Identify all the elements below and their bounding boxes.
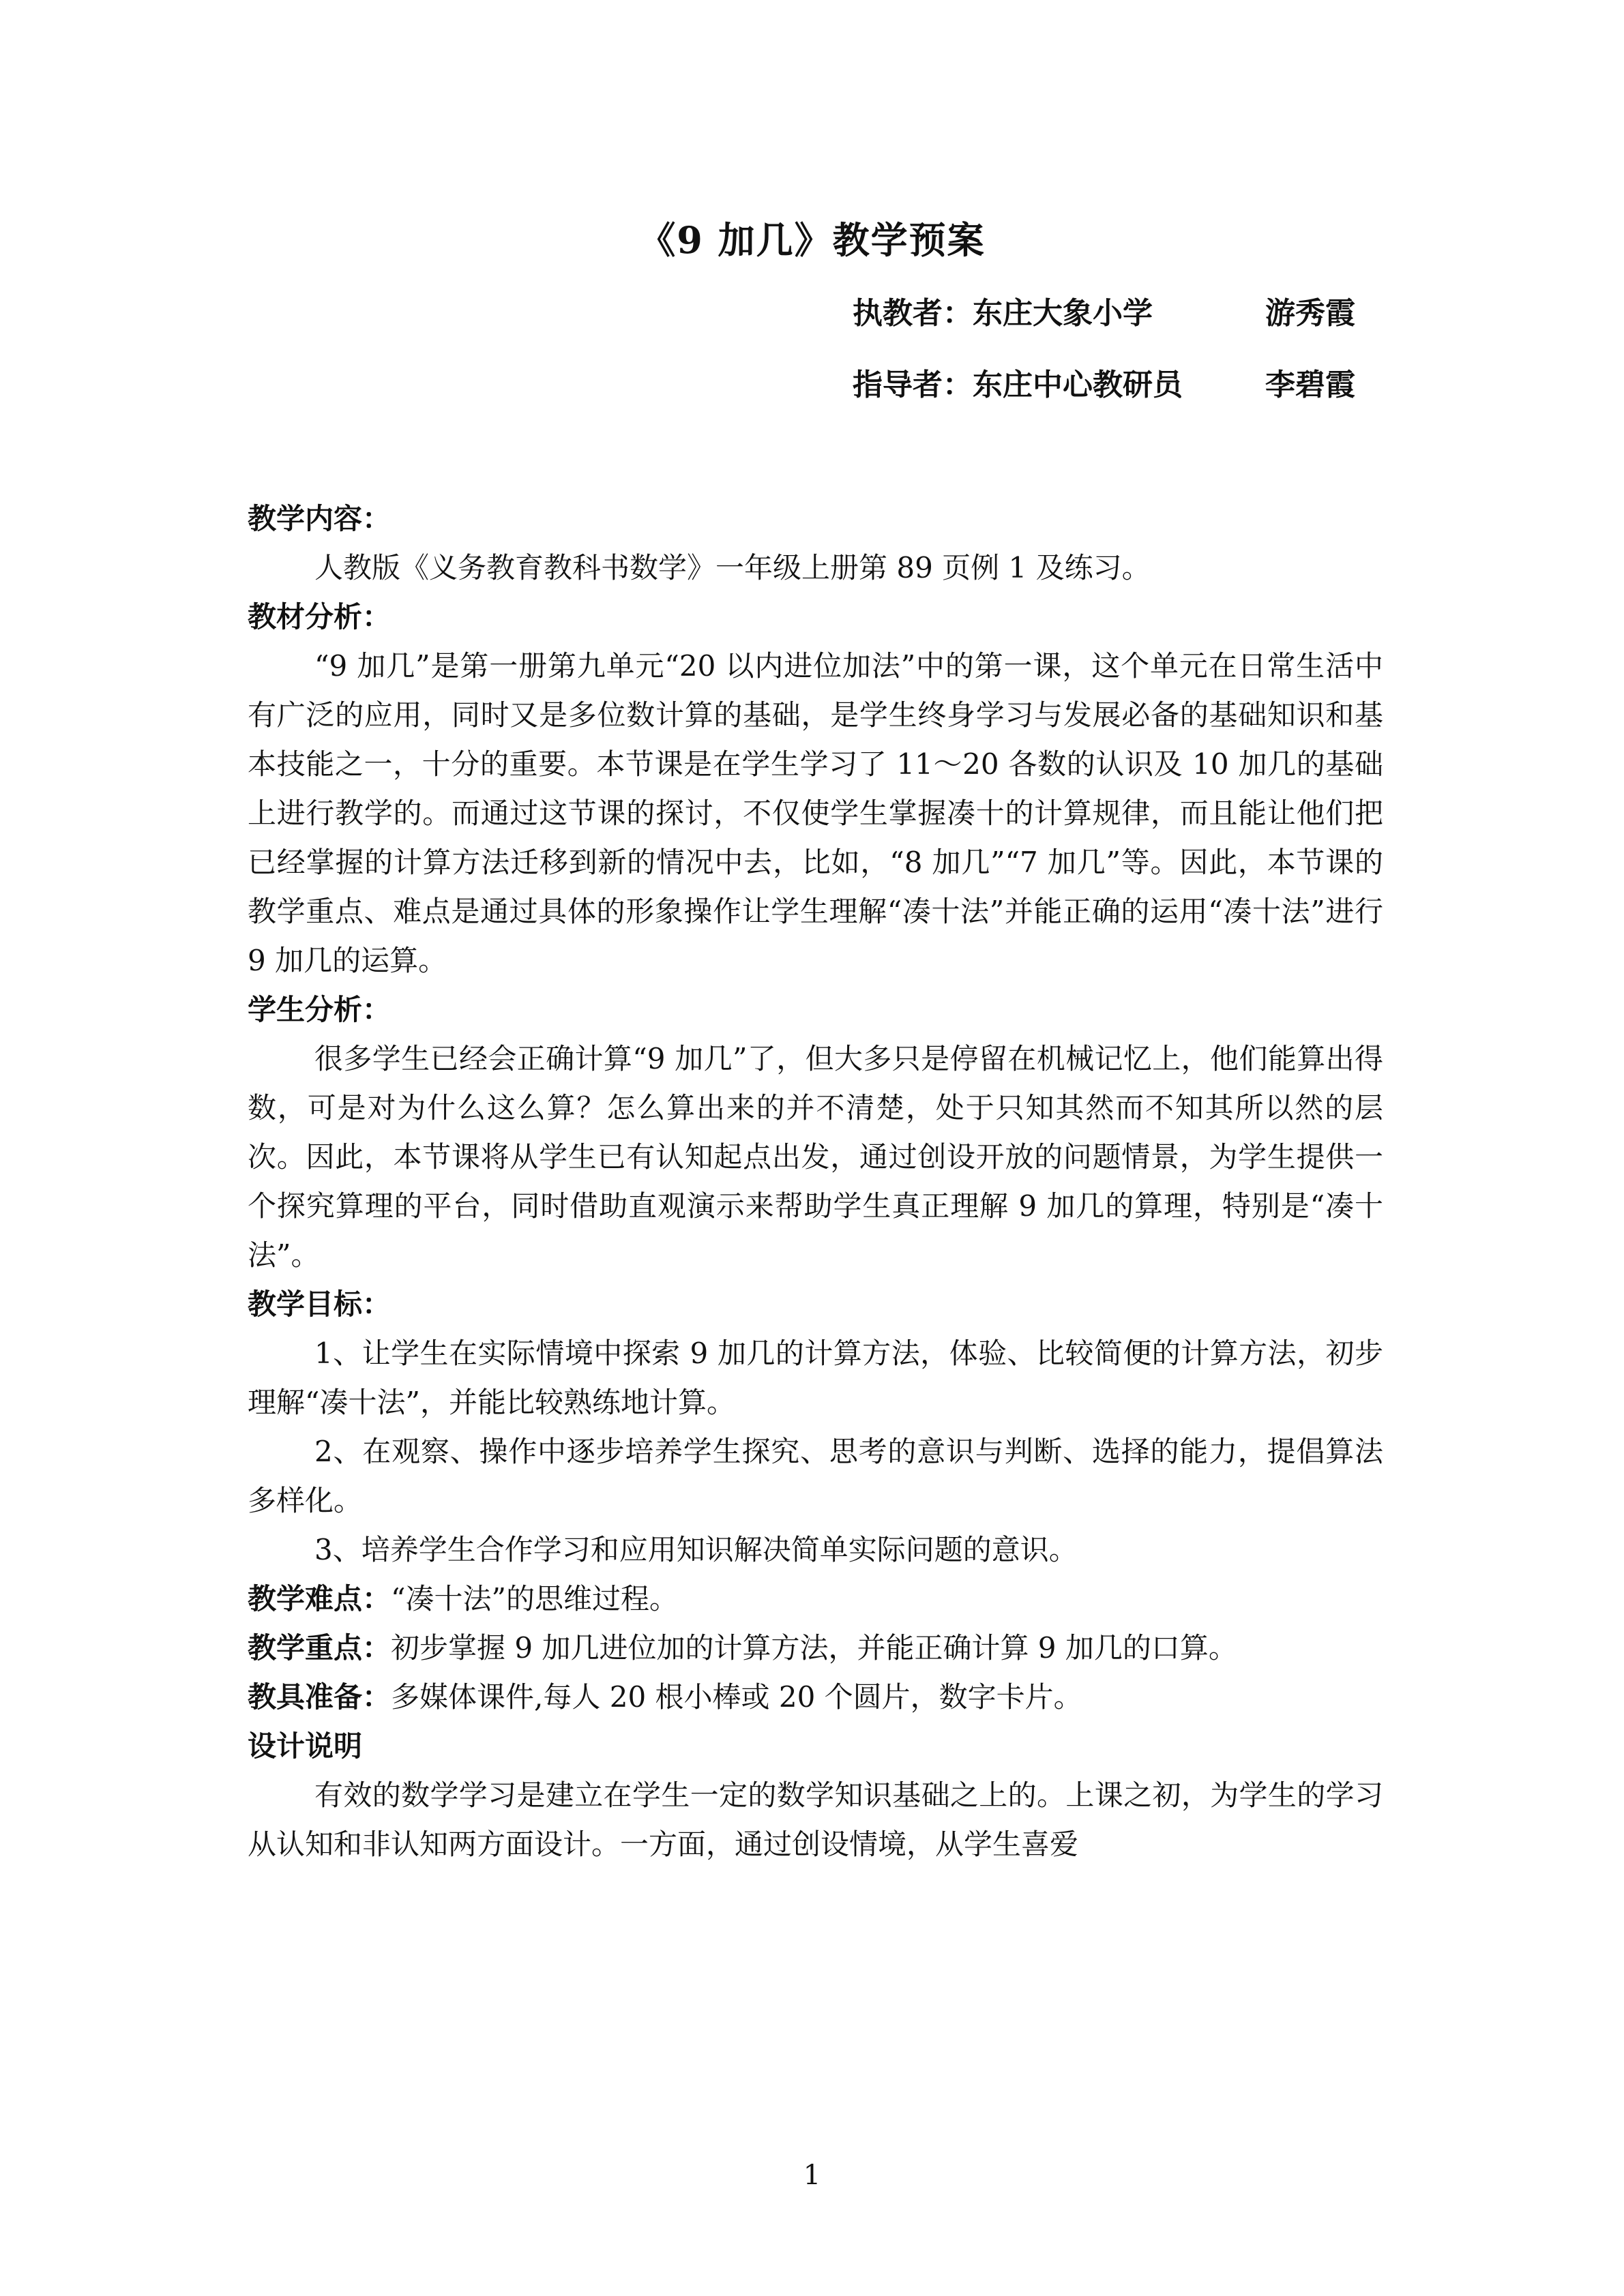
- section-heading-student: 学生分析：: [248, 993, 392, 1026]
- goal-item-1: 1、让学生在实际情境中探索 9 加几的计算方法，体验、比较简便的计算方法，初步理解“凑十法”，并能比较熟练地计算。: [248, 1337, 1383, 1419]
- author-line: [853, 290, 1355, 338]
- key-point-label: 教学重点：: [248, 1631, 392, 1665]
- difficulty-text: “凑十法”的思维过程。: [391, 1582, 678, 1615]
- goal-item-3: 3、培养学生合作学习和应用知识解决简单实际问题的意识。: [314, 1533, 1078, 1566]
- difficulty-label: 教学难点：: [248, 1582, 392, 1615]
- goal-item-2: 2、在观察、操作中逐步培养学生探究、思考的意识与判断、选择的能力，提倡算法多样化。: [248, 1435, 1383, 1517]
- author-name: 游秀霞: [1265, 296, 1355, 331]
- content-paragraph: 人教版《义务教育教科书数学》一年级上册第 89 页例 1 及练习。: [314, 551, 1151, 584]
- student-paragraph: 很多学生已经会正确计算“9 加几”了，但大多只是停留在机械记忆上，他们能算出得数，可是对为什么这么算？怎么算出来的并不清楚，处于只知其然而不知其所以然的层次。因此，本节课将从学生已有认知起点出发，通过创设开放的问题情景，为学生提供一个探究算理的平台，同时借助直观演示来帮助学生真正理解 9 加几的算理，特别是“凑十法”。: [248, 1042, 1383, 1272]
- document-title: 《9 加几》教学预案: [638, 218, 986, 262]
- section-heading-content: 教学内容：: [248, 502, 392, 535]
- tools-label: 教具准备：: [248, 1680, 392, 1714]
- tools-text: 多媒体课件,每人 20 根小棒或 20 个圆片，数字卡片。: [391, 1680, 1082, 1714]
- key-point-text: 初步掌握 9 加几进位加的计算方法，并能正确计算 9 加几的口算。: [391, 1631, 1237, 1665]
- section-heading-material: 教材分析：: [248, 600, 392, 633]
- advisor-label: 指导者：东庄中心教研员: [853, 368, 1183, 402]
- advisor-name: 李碧霞: [1265, 368, 1355, 402]
- page-number: 1: [803, 2160, 821, 2191]
- advisor-line: [853, 361, 1355, 409]
- section-heading-design: 设计说明: [248, 1729, 363, 1763]
- document-body: [248, 494, 1383, 1869]
- author-label: 执教者：东庄大象小学: [853, 296, 1153, 331]
- section-heading-goals: 教学目标：: [248, 1287, 392, 1321]
- tools-line: [248, 1673, 1383, 1722]
- design-paragraph: 有效的数学学习是建立在学生一定的数学知识基础之上的。上课之初，为学生的学习从认知和非认知两方面设计。一方面，通过创设情境，从学生喜爱: [248, 1778, 1383, 1861]
- difficulty-line: [248, 1575, 1383, 1624]
- material-paragraph: “9 加几”是第一册第九单元“20 以内进位加法”中的第一课，这个单元在日常生活中有广泛的应用，同时又是多位数计算的基础，是学生终身学习与发展必备的基础知识和基本技能之一，十分的重要。本节课是在学生学习了 11～20 各数的认识及 10 加几的基础上进行教学的。而通过这节课的探讨，不仅使学生掌握凑十的计算规律，而且能让他们把已经掌握的计算方法迁移到新的情况中去，比如，“8 加几”“7 加几”等。因此，本节课的教学重点、难点是通过具体的形象操作让学生理解“凑十法”并能正确的运用“凑十法”进行 9 加几的运算。: [248, 649, 1383, 977]
- key-point-line: [248, 1624, 1383, 1673]
